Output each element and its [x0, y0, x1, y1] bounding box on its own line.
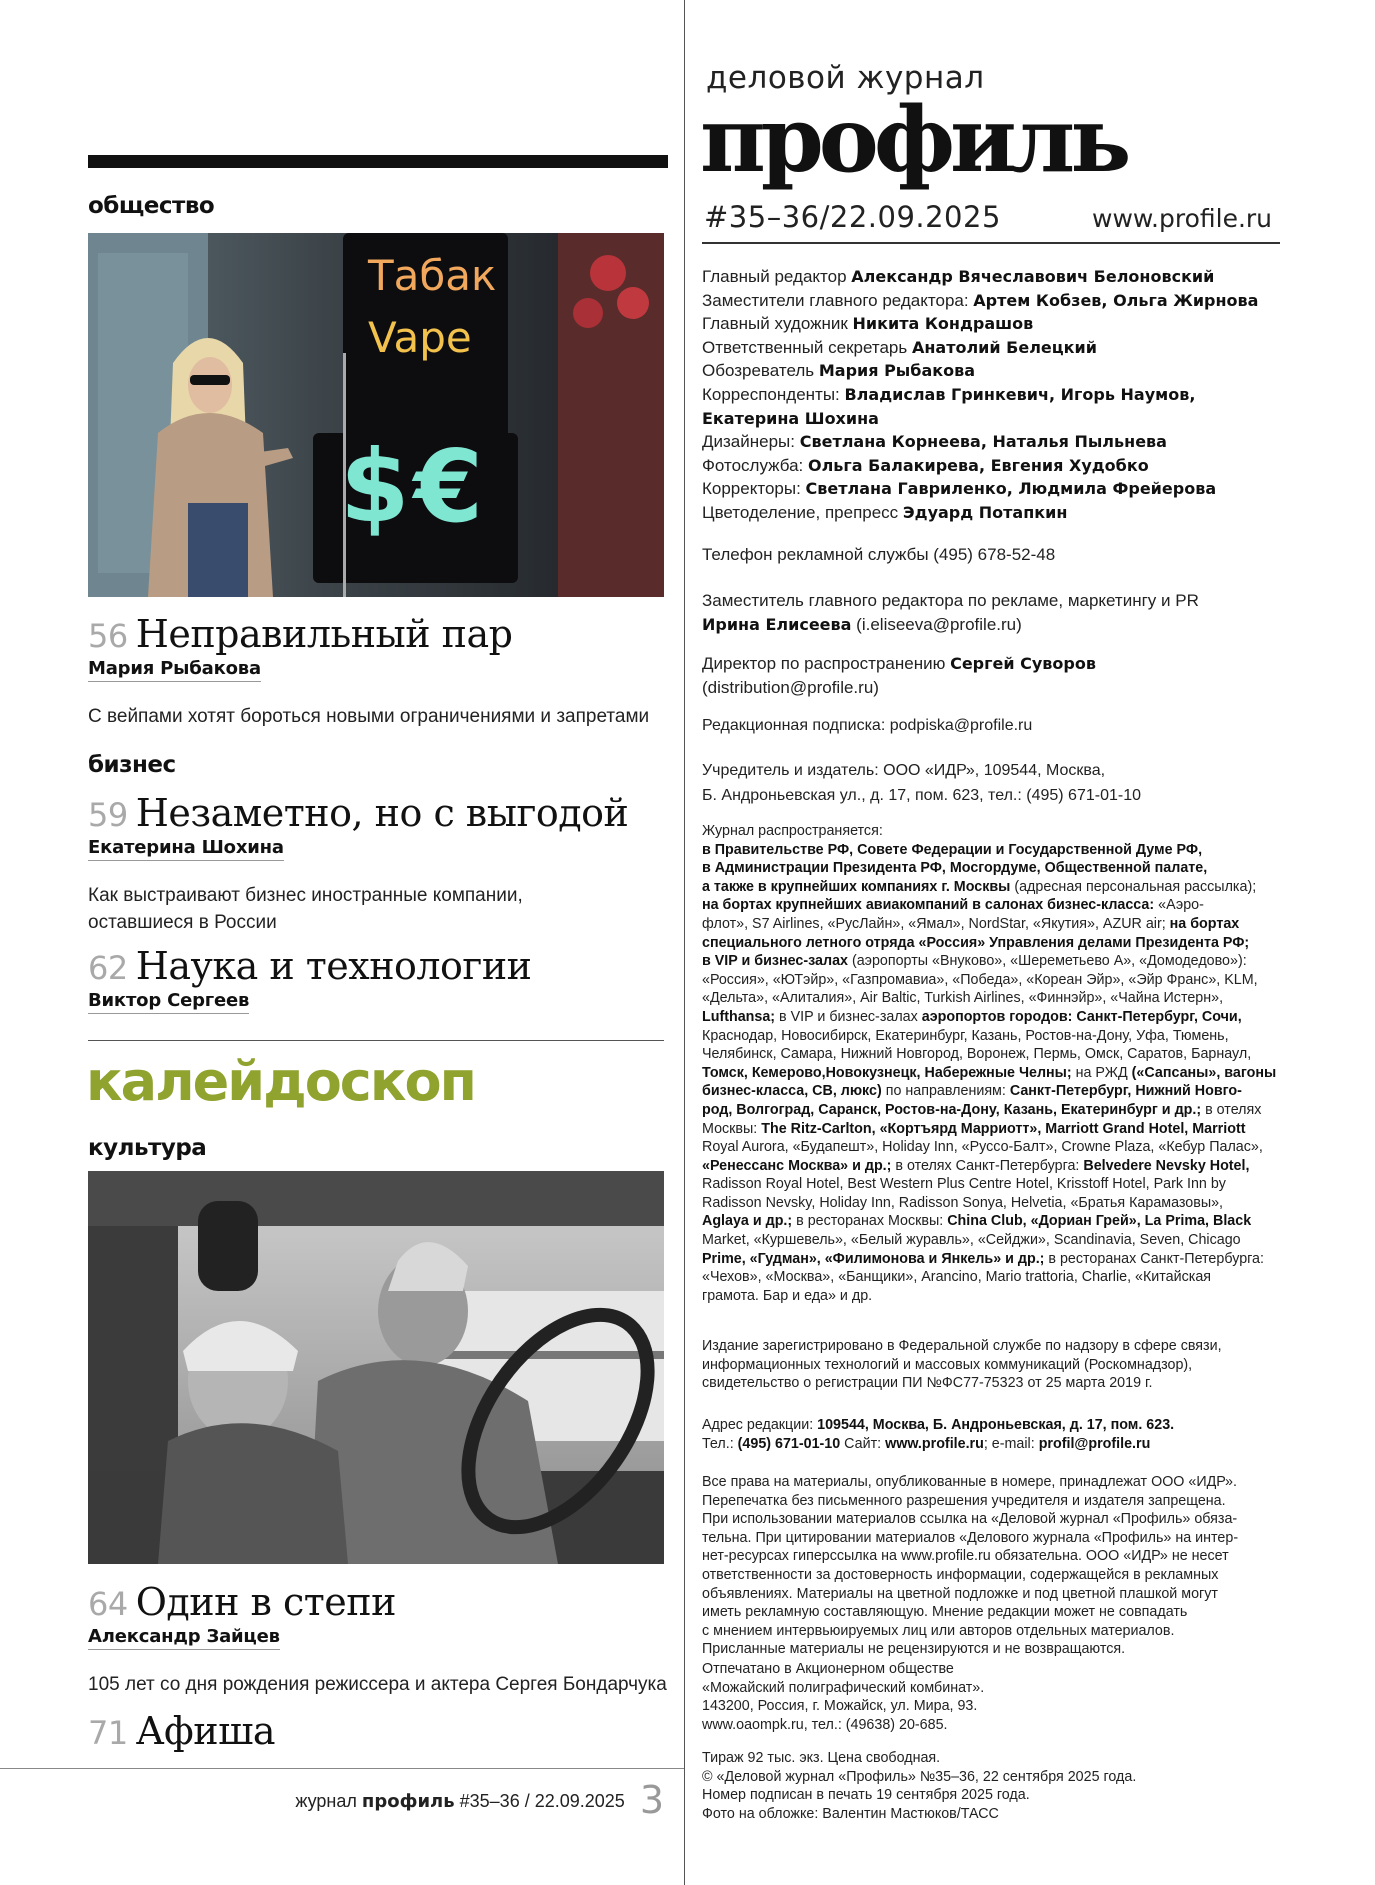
article-title-2[interactable]: 59 Незаметно, но с выгодой [88, 791, 629, 835]
article-lead-2: Как выстраивают бизнес иностранные компании, оставшиеся в России [88, 885, 523, 933]
article-title-5[interactable]: 71 Афиша [88, 1709, 276, 1753]
masthead-site[interactable]: www.profile.ru [1092, 204, 1273, 233]
article-title-4[interactable]: 64 Один в степи [88, 1580, 396, 1624]
distribution-line: Lufthansa; в VIP и бизнес-залах аэропортов городов: Санкт-Петербург, Сочи, [702, 1008, 1242, 1025]
distribution-line: род, Волгоград, Саранск, Ростов-на-Дону, Казань, Екатеринбург и др.; в отелях [702, 1101, 1262, 1118]
article-number-3: 62 [88, 949, 128, 987]
distribution-line: «Дельта», «Алиталия», Air Baltic, Turkish Airlines, «Финнэйр», «Чайна Истерн», [702, 990, 1224, 1007]
section-culture: культура [88, 1135, 207, 1161]
neon-sign-currency: $€ [340, 428, 488, 545]
distribution-line: грамота. Бар и еда» и др. [702, 1287, 873, 1304]
neon-sign-vape: Vape [368, 313, 472, 362]
article-author-1: Мария Рыбакова [88, 658, 261, 682]
distribution-director: Директор по распространению Сергей Суворов (distribution@profile.ru) [702, 654, 1096, 697]
distribution-line: Royal Aurora, «Будапешт», Holiday Inn, «Руссо-Балт», Crowne Plaza, «Кебур Палас», [702, 1139, 1263, 1156]
article-number-1: 56 [88, 617, 128, 655]
distribution-line: «Россия», «ЮТэйр», «Газпромавиа», «Победа», «Кореан Эйр», «Эйр Франс», KLM, [702, 971, 1258, 988]
photo-one-in-steppe [88, 1171, 664, 1564]
top-bar [88, 155, 668, 168]
distribution-line: флот», S7 Airlines, «РусЛайн», «Ямал», NordStar, «Якутия», AZUR air; на бортах [702, 915, 1240, 932]
article-author-4: Александр Зайцев [88, 1626, 280, 1650]
article-title-1[interactable]: 56 Неправильный пар [88, 612, 513, 656]
article-author-2: Екатерина Шохина [88, 837, 284, 861]
distribution-list [702, 822, 1282, 1305]
neon-sign-tabak: Табак [368, 251, 497, 300]
footer-rule [0, 1768, 684, 1769]
page-footer: журнал профиль #35–36 / 22.09.2025 3 [295, 1778, 664, 1822]
distribution-line: а также в крупнейших компаниях г. Москвы (адресная персональная рассылка); [702, 878, 1257, 895]
article-lead-1: С вейпами хотят бороться новыми ограничениями и запретами [88, 706, 650, 727]
masthead-rule [702, 242, 1280, 244]
distribution-line: Market, «Куршевель», «Белый журавль», «Сейджи», Scandinavia, Seven, Chicago [702, 1232, 1241, 1249]
article-number-2: 59 [88, 796, 128, 834]
distribution-line: Radisson Royal Hotel, Best Western Plus Centre Hotel, Krisstoff Hotel, Park Inn by [702, 1176, 1226, 1193]
distribution-line: бизнес-класса, СВ, люкс) по направлениям: Санкт-Петербург, Нижний Новго- [702, 1083, 1242, 1100]
distribution-line: Prime, «Гудман», «Филимонова и Янкель» и др.; в ресторанах Санкт-Петербурга: [702, 1250, 1264, 1267]
page-number: 3 [639, 1778, 664, 1822]
kaleidoscope-heading: калейдоскоп [86, 1050, 475, 1113]
distribution-line: Томск, Кемерово,Новокузнецк, Набережные Челны; на РЖД («Сапсаны», вагоны [702, 1064, 1277, 1081]
masthead-title: профиль [700, 87, 1127, 193]
subscription-email: Редакционная подписка: podpiska@profile.ru [702, 717, 1033, 734]
distribution-line: Москвы: The Ritz-Carlton, «Кортъярд Марриотт», Marriott Grand Hotel, Marriott [702, 1120, 1246, 1137]
distribution-line: в VIP и бизнес-залах (аэропорты «Внуково», «Шереметьево А», «Домодедово»): [702, 953, 1247, 970]
article-number-5: 71 [88, 1714, 128, 1752]
distribution-line: в Администрации Президента РФ, Мосгордуме, Общественной палате, [702, 860, 1208, 877]
distribution-line: «Чехов», «Москва», «Банщики», Arancino, Mario trattoria, Charlie, «Китайская [702, 1269, 1212, 1286]
ad-phone: Телефон рекламной службы (495) 678-52-48 [702, 545, 1056, 564]
article-number-4: 64 [88, 1585, 128, 1623]
footer-brand: профиль [361, 1791, 455, 1812]
ad-deputy: Заместитель главного редактора по рекламе, маркетингу и PR Ирина Елисеева (i.eliseeva@profile.ru) [702, 591, 1199, 634]
photo-vape-shop [88, 233, 664, 597]
founder-info: Учредитель и издатель: ООО «ИДР», 109544, Москва, Б. Андроньевская ул., д. 17, пом. 623, тел.: (495) 671-01-10 [702, 762, 1141, 804]
staff-list: Главный редактор Александр Вячеславович Белоновский Заместители главного редактора: Артем Кобзев, Ольга Жирнова Главный художник Никита Кондрашов Ответственный секретарь Анатолий Белецкий Обозреватель Мария Рыбакова Корреспонденты: Владислав Гринкевич, Игорь Наумов, Екатерина Шохина Дизайнеры: Светлана Корнеева, Наталья Пыльнева Фотослужба: Ольга Балакирева, Евгения Худобко Корректоры: Светлана Гавриленко, Людмила Фрейерова Цветоделение, препресс Эдуард Потапкин [702, 267, 1259, 522]
article-author-3: Виктор Сергеев [88, 990, 249, 1014]
registration-info: Издание зарегистрировано в Федеральной службе по надзору в сфере связи, информационных технологий и массовых коммуникаций (Роскомнадзор), свидетельство о регистрации ПИ №ФС77-75323 от 25 марта 2019 г. [702, 1338, 1222, 1392]
distribution-line: на бортах крупнейших авиакомпаний в салонах бизнес-класса: «Аэро- [702, 897, 1204, 914]
distribution-line: Челябинск, Самара, Нижний Новгород, Воронеж, Пермь, Омск, Саратов, Барнаул, [702, 1046, 1252, 1063]
article-lead-4: 105 лет со дня рождения режиссера и актера Сергея Бондарчука [88, 1674, 667, 1695]
masthead-subtitle: деловой журнал [706, 60, 985, 96]
printing-info: Отпечатано в Акционерном обществе «Можайский полиграфический комбинат». 143200, Россия, г. Можайск, ул. Мира, 93. www.oaompk.ru, тел.: (49638) 20-685. [702, 1661, 985, 1733]
distribution-line: специального летного отряда «Россия» Управления делами Президента РФ; [702, 934, 1250, 951]
section-society: общество [88, 193, 215, 219]
rights-notice: Все права на материалы, опубликованные в номере, принадлежат ООО «ИДР». Перепечатка без письменного разрешения учредителя и издателя запрещена. При использовании материалов ссылка на «Деловой журнал «Профиль» обяза- тельна. При цитировании материалов «Делового журнала «Профиль» на интер- нет-ресурсах гиперссылка на www.profile.ru обязательна. ООО «ИДР» не несет ответственности за достоверность информации, содержащейся в рекламных объявлениях. Материалы на цветной подложке и под цветной плашкой могут иметь рекламную составляющую. Мнение редакции может не совпадать с мнением интервьюируемых лиц или авторов отдельных материалов. Присланные материалы не рецензируются и не возвращаются. [702, 1474, 1239, 1658]
masthead-issue: #35–36/22.09.2025 [704, 200, 1001, 234]
column-divider [684, 0, 685, 1885]
article-title-3[interactable]: 62 Наука и технологии [88, 944, 532, 988]
distribution-line: в Правительстве РФ, Совете Федерации и Государственной Думе РФ, [702, 841, 1203, 858]
distribution-line: Aglaya и др.; в ресторанах Москвы: China Club, «Дориан Грей», La Prima, Black [702, 1213, 1252, 1230]
section-divider [88, 1040, 664, 1041]
distribution-line: «Ренессанс Москва» и др.; в отелях Санкт-Петербурга: Belvedere Nevsky Hotel, [702, 1157, 1250, 1174]
circulation-info: Тираж 92 тыс. экз. Цена свободная. © «Деловой журнал «Профиль» №35–36, 22 сентября 2025 года. Номер подписан в печать 19 сентября 2025 года. Фото на обложке: Валентин Мастюков/ТАСС [702, 1750, 1137, 1822]
distribution-line: Краснодар, Новосибирск, Екатеринбург, Казань, Ростов-на-Дону, Уфа, Тюмень, [702, 1027, 1229, 1044]
distribution-line: Журнал распространяется: [702, 823, 883, 839]
editorial-address: Адрес редакции: 109544, Москва, Б. Андроньевская, д. 17, пом. 623. Тел.: (495) 671-01-10 Сайт: www.profile.ru; e-mail: profil@profile.ru [702, 1417, 1175, 1452]
distribution-line: Radisson Nevsky, Holiday Inn, Radisson Sonya, Helvetia, «Братья Карамазовы», [702, 1194, 1224, 1211]
section-business: бизнес [88, 752, 176, 778]
